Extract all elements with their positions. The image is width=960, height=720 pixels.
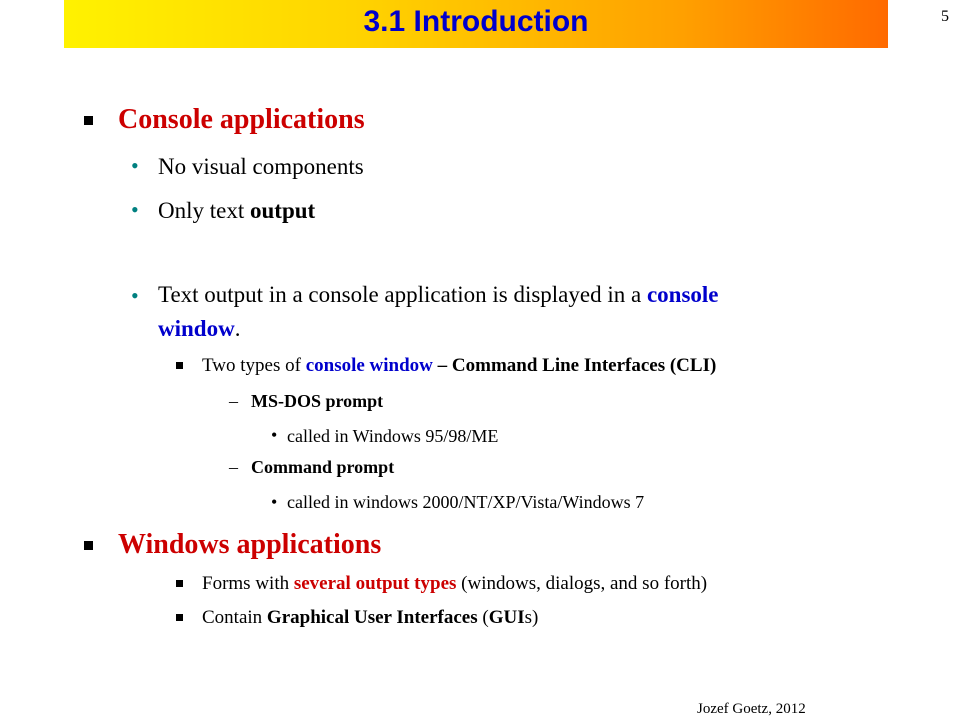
dash-bullet-icon: – <box>229 457 238 477</box>
text-output-line1: Text output in a console application is displayed in a console <box>158 282 719 307</box>
contain-gui-text: Contain Graphical User Interfaces (GUIs) <box>202 607 539 628</box>
dash-bullet-icon: – <box>229 391 238 411</box>
two-types-text: Two types of console window – Command Line Interfaces (CLI) <box>202 355 717 376</box>
forms-text: Forms with several output types (windows, dialogs, and so forth) <box>202 573 708 594</box>
console-applications-heading: Console applications <box>118 104 365 135</box>
bullet-dot-icon: • <box>131 197 139 222</box>
called-win95-text: called in Windows 95/98/ME <box>287 426 499 446</box>
footer-author: Jozef Goetz, 2012 <box>697 701 806 717</box>
bullet-dot-icon: • <box>131 283 139 308</box>
square-bullet-icon <box>176 580 183 587</box>
bullet-dot-icon: • <box>271 425 278 445</box>
no-visual-components-text: No visual components <box>158 154 364 179</box>
slide-title: 3.1 Introduction <box>363 5 589 38</box>
square-bullet-icon <box>176 614 183 621</box>
console-term: console <box>646 282 719 307</box>
square-bullet-icon <box>176 362 183 369</box>
title-bar <box>64 0 888 48</box>
only-text-output-text: Only text output <box>158 198 316 223</box>
square-bullet-icon <box>84 116 93 125</box>
command-prompt-text: Command prompt <box>251 457 395 477</box>
bullet-dot-icon: • <box>131 153 139 178</box>
page-number: 5 <box>941 8 949 25</box>
square-bullet-icon <box>84 541 93 550</box>
text-output-line2: window. <box>158 316 241 341</box>
called-win2000-text: called in windows 2000/NT/XP/Vista/Windows 7 <box>287 492 645 512</box>
msdos-prompt-text: MS-DOS prompt <box>251 391 384 411</box>
window-term: window <box>158 316 235 341</box>
bullet-dot-icon: • <box>271 492 278 512</box>
windows-applications-heading: Windows applications <box>118 529 382 560</box>
